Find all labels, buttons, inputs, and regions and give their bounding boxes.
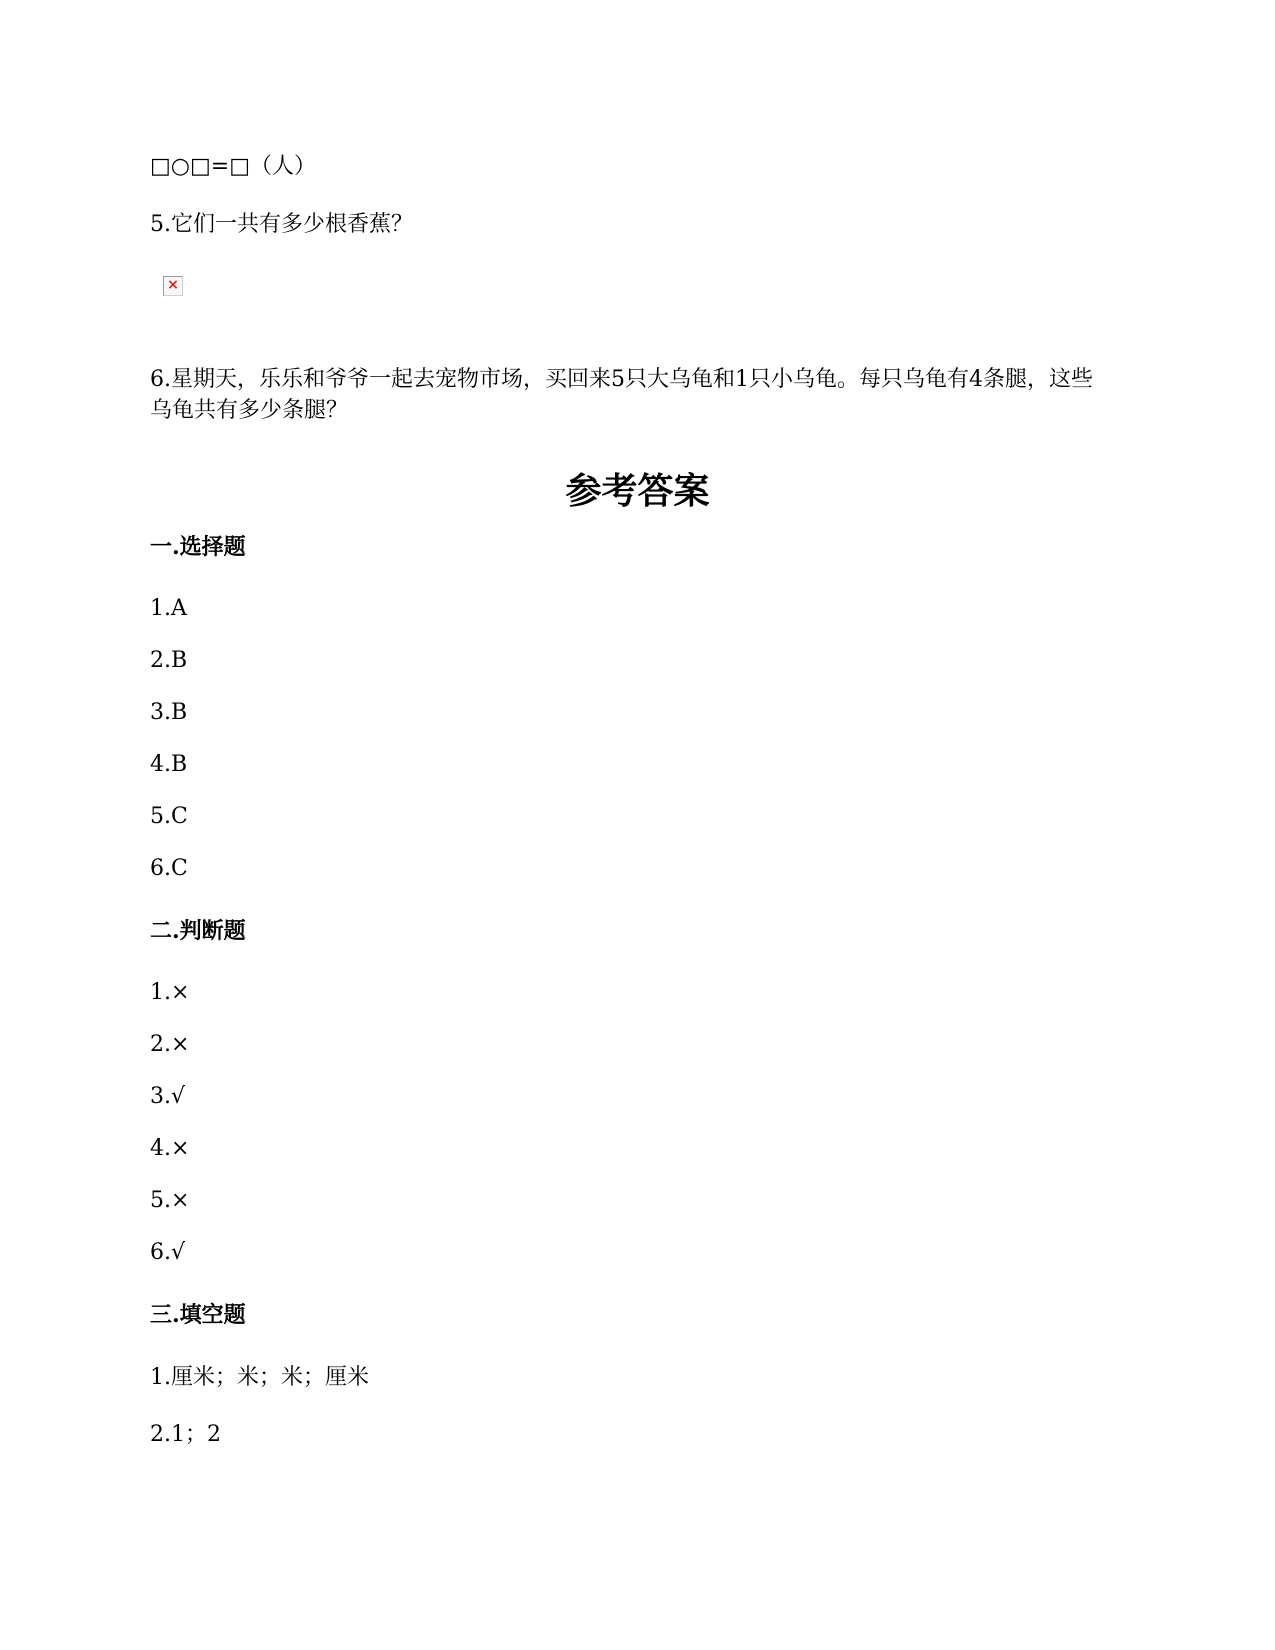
question-6: 6.星期天，乐乐和爷爷一起去宠物市场，买回来5只大乌龟和1只小乌龟。每只乌龟有4条腿，这些乌龟共有多少条腿？ [150,367,1093,423]
answer-item: 5.C [150,804,188,829]
answer-key-title: 参考答案 [565,470,710,512]
section-heading-fill-blank: 三.填空题 [150,1302,246,1328]
answer-item: 4.× [150,1136,190,1161]
answer-item: 1.× [150,980,190,1005]
answer-item: 2.B [150,648,188,673]
answer-item: 3.B [150,700,188,725]
answer-item: 1.A [150,596,187,621]
broken-image-icon: × [163,276,183,296]
answer-item: 6.√ [150,1240,186,1265]
answer-item: 4.B [150,752,188,777]
question-5: 5.它们一共有多少根香蕉？ [150,212,413,237]
answer-item: 5.× [150,1188,190,1213]
answer-item: 2.1；2 [150,1422,221,1447]
section-heading-judgement: 二.判断题 [150,918,246,944]
section-heading-choice: 一.选择题 [150,534,246,560]
answer-item: 3.√ [150,1084,186,1109]
answer-item: 2.× [150,1032,190,1057]
answer-item: 1.厘米；米；米；厘米 [150,1365,369,1390]
formula-line: □○□=□（人） [150,154,316,179]
answer-item: 6.C [150,856,188,881]
